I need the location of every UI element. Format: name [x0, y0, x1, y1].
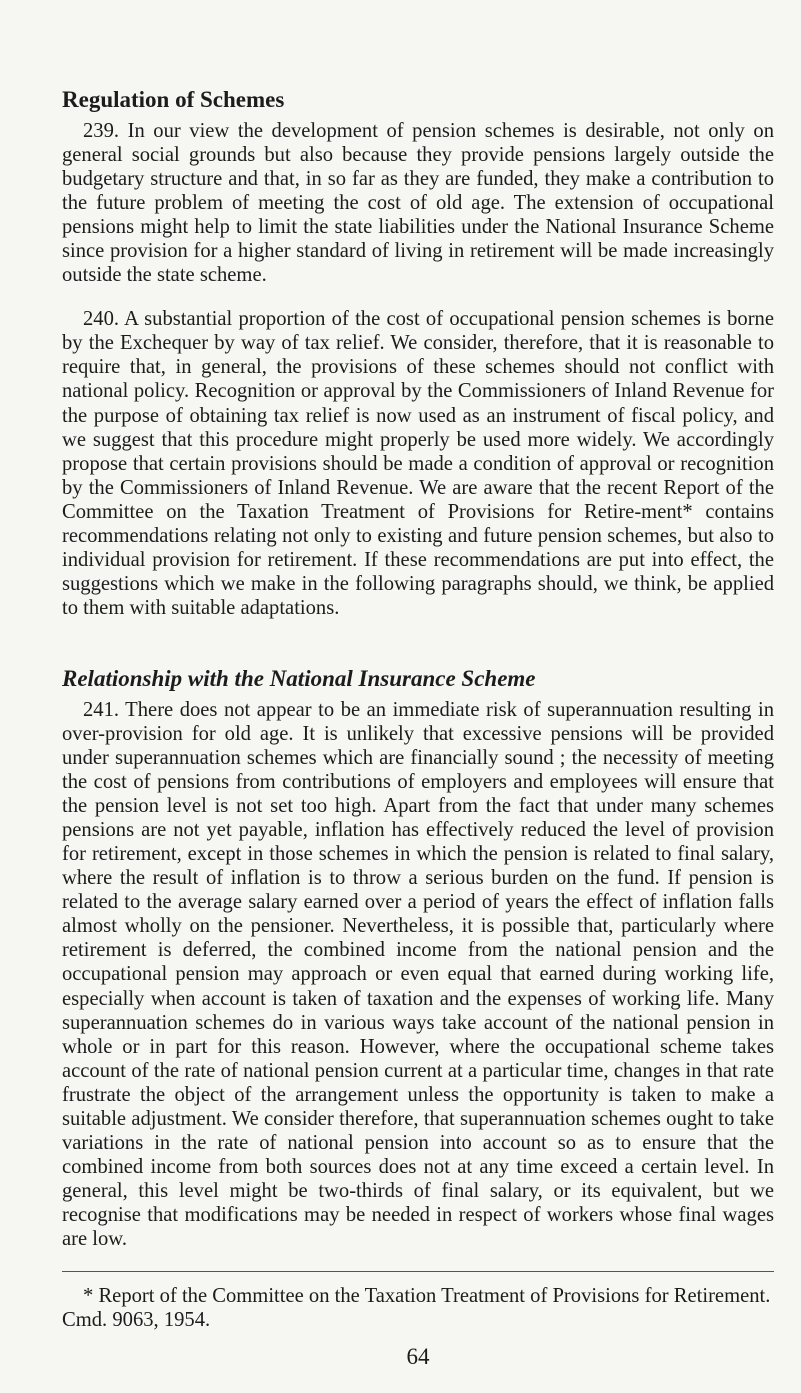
section-heading: Regulation of Schemes	[62, 87, 285, 112]
footnote-divider	[62, 1271, 774, 1272]
paragraph-241: 241. There does not appear to be an immediate risk of superannuation resulting in over-provision for old age. It is unlikely that excessive pensions will be provided under superannuation schemes which are financially sound ; the necessity of meeting the cost of pensions from contributions of employers and employees will ensure that the pension level is not set too high. Apart from the fact that under many schemes pensions are not yet payable, inflation has effectively reduced the level of provision for retirement, except in those schemes in which the pension is related to final salary, where the result of inflation is to throw a serious burden on the fund. If pension is related to the average salary earned over a period of years the effect of inflation falls almost wholly on the pensioner. Nevertheless, it is possible that, particularly where retirement is deferred, the combined income from the national pension and the occupational pension may approach or even equal that earned during working life, especially when account is taken of taxation and the expenses of working life. Many superannuation schemes do in various ways take account of the national pension in whole or in part for this reason. However, where the occupational scheme takes account of the rate of national pension current at a particular time, changes in that rate frustrate the object of the arrangement unless the opportunity is taken to make a suitable adjustment. We consider therefore, that superannuation schemes ought to take variations in the rate of national pension into account so as to ensure that the combined income from both sources does not at any time exceed a certain level. In general, this level might be two-thirds of final salary, or its equivalent, but we recognise that modifications may be needed in respect of workers whose final wages are low.	[62, 698, 774, 1250]
section-relationship-national-insurance	[62, 664, 774, 1251]
footnote: * Report of the Committee on the Taxation Treatment of Provisions for Retirement. Cmd. 9063, 1954.	[62, 1285, 771, 1332]
paragraph-239: 239. In our view the development of pension schemes is desirable, not only on general social grounds but also because they provide pensions largely outside the budgetary structure and that, in so far as they are funded, they make a contribution to the future problem of meeting the cost of old age. The extension of occupational pensions might help to limit the state liabilities under the National Insurance Scheme since provision for a higher standard of living in retirement will be made increasingly outside the state scheme.	[62, 120, 774, 287]
section-regulation-of-schemes	[62, 85, 774, 620]
page-number: 64	[406, 1344, 430, 1370]
section-heading: Relationship with the National Insurance Scheme	[62, 665, 536, 691]
paragraph-240: 240. A substantial proportion of the cost of occupational pension schemes is borne by the Exchequer by way of tax relief. We consider, therefore, that it is reasonable to require that, in general, the provisions of these schemes should not conflict with national policy. Recognition or approval by the Commissioners of Inland Revenue for the purpose of obtaining tax relief is now used as an instrument of fiscal policy, and we suggest that this procedure might properly be used more widely. We accordingly propose that certain provisions should be made a condition of approval or recognition by the Commissioners of Inland Revenue. We are aware that the recent Report of the Committee on the Taxation Treatment of Provisions for Retire-ment* contains recommendations relating not only to existing and future pension schemes, but also to individual provision for retirement. If these recommendations are put into effect, the suggestions which we make in the following paragraphs should, we think, be applied to them with suitable adaptations.	[62, 308, 774, 619]
document-page	[62, 85, 774, 1370]
